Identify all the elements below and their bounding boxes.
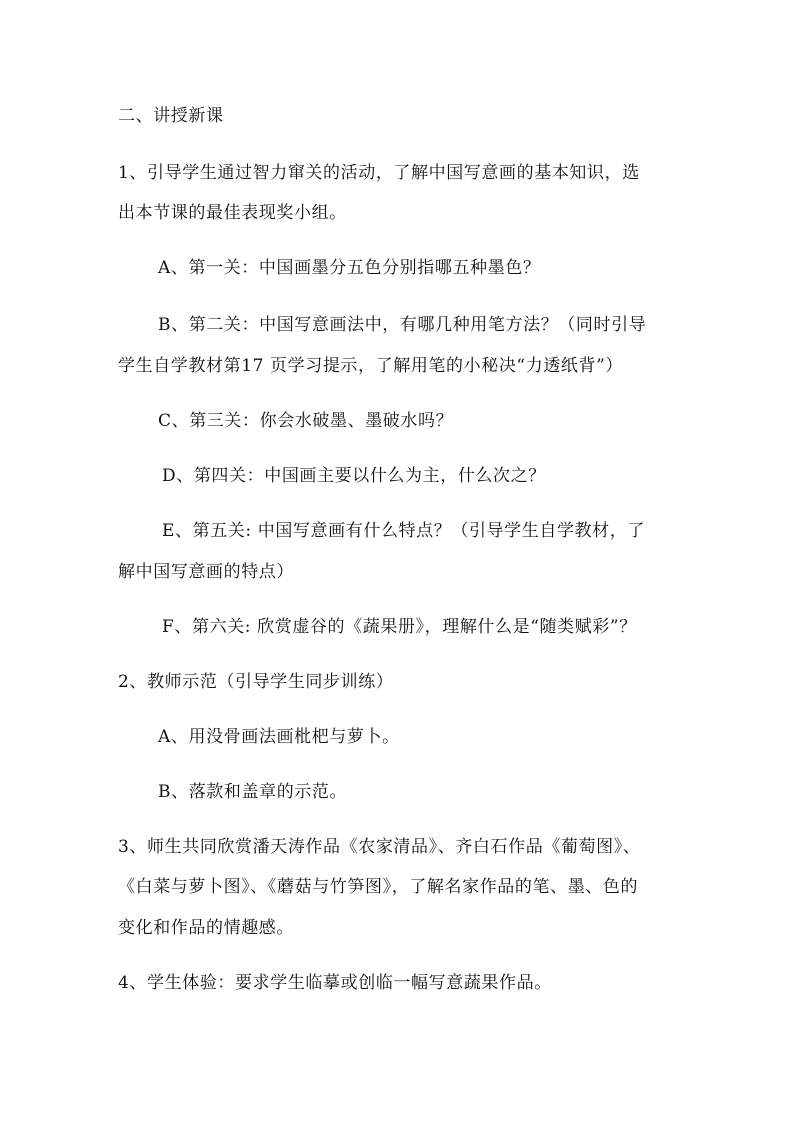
- item-1d: D、第四关：中国画主要以什么为主，什么次之？: [162, 466, 546, 486]
- item-1c: C、第三关：你会水破墨、墨破水吗？: [158, 411, 454, 431]
- item-1b-line-1: B、第二关：中国写意画法中，有哪几种用笔方法？（同时引导: [158, 315, 647, 335]
- item-1-line-1: 1、引导学生通过智力窜关的活动，了解中国写意画的基本知识，选: [118, 163, 640, 183]
- item-1f: F、第六关: 欣赏虚谷的《蔬果册》，理解什么是“随类赋彩”？: [162, 617, 637, 637]
- item-2a: A、用没骨画法画枇杷与萝卜。: [158, 727, 400, 747]
- item-1-line-2: 出本节课的最佳表现奖小组。: [118, 203, 347, 223]
- item-1e-line-1: E、第五关: 中国写意画有什么特点？（引导学生自学教材，了: [162, 521, 645, 541]
- section-heading: 二、讲授新课: [118, 106, 224, 126]
- item-4: 4、学生体验：要求学生临摹或创临一幅写意蔬果作品。: [118, 973, 552, 993]
- item-3-line-2: 《白菜与萝卜图》、《蘑菇与竹笋图》，了解名家作品的笔、墨、色的: [118, 877, 639, 897]
- item-1a: A、第一关：中国画墨分五色分别指哪五种墨色？: [158, 258, 541, 278]
- item-1e-line-2: 解中国写意画的特点）: [118, 562, 294, 582]
- item-2: 2、教师示范（引导学生同步训练）: [118, 672, 394, 692]
- item-3-line-3: 变化和作品的情趣感。: [118, 918, 294, 938]
- item-3-line-1: 3、师生共同欣赏潘天涛作品《农家清品》、齐白石作品《葡萄图》、: [118, 837, 641, 857]
- item-1b-line-2: 学生自学教材第17 页学习提示，了解用笔的小秘决“力透纸背”）: [118, 356, 624, 376]
- item-2b: B、落款和盖章的示范。: [158, 782, 348, 802]
